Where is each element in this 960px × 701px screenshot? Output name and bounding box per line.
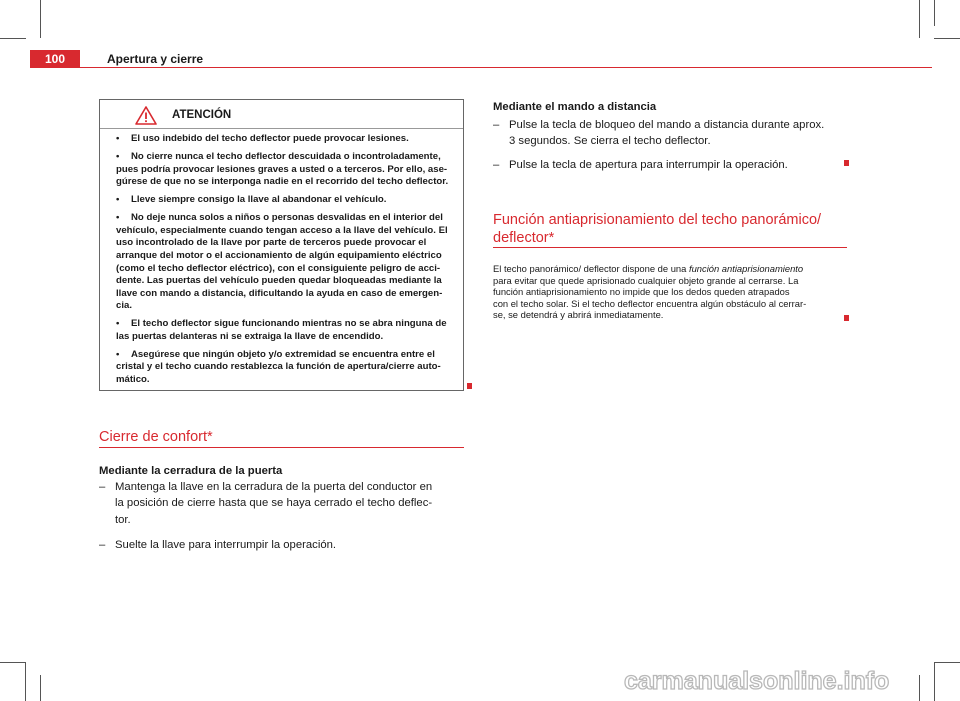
- warning-item-line: [116, 250, 454, 263]
- warning-item-line: [116, 275, 454, 288]
- crop-mark: [919, 0, 920, 38]
- step-item: [99, 479, 464, 528]
- bullet: •: [116, 150, 120, 162]
- warning-item-text: uso incontrolado de la llave por parte de terceros puede provocar el: [116, 237, 427, 249]
- warning-item-text: No cierre nunca el techo deflector descuidada o incontroladamente,: [131, 150, 441, 162]
- step-text: [115, 537, 336, 553]
- anti-trap-paragraph: [493, 263, 847, 321]
- crop-mark: [0, 38, 26, 39]
- paragraph-line: función antiaprisionamiento no impide que los dedos queden atrapados: [493, 286, 790, 298]
- warning-item-line: [116, 164, 454, 177]
- bullet: •: [116, 133, 120, 144]
- crop-mark: [934, 38, 960, 39]
- step-dash: –: [99, 539, 106, 551]
- warning-item-text: dente. Las puertas del vehículo pueden quedar bloqueadas mediante la: [116, 275, 442, 287]
- warning-item-text: llave con mando a distancia, dificultando la ayuda en caso de emergen-: [116, 287, 443, 299]
- warning-item-text: cristal y el techo cuando restablezca la función de apertura/cierre auto-: [116, 361, 441, 373]
- watermark: [620, 662, 950, 698]
- step-item: [99, 537, 464, 553]
- step-text: [115, 479, 432, 528]
- warning-item-text: El uso indebido del techo deflector puede provocar lesiones.: [131, 133, 409, 144]
- step-dash: –: [493, 159, 500, 171]
- step-line: Pulse la tecla de bloqueo del mando a distancia durante aprox.: [509, 119, 825, 131]
- warning-item-line: [116, 300, 454, 313]
- section-rule: [493, 247, 847, 248]
- step-text: [509, 117, 824, 150]
- paragraph-line: para evitar que quede aprisionado cualquier objeto grande al cerrarse. La: [493, 274, 799, 286]
- subheading-remote: Mediante el mando a distancia: [493, 101, 657, 113]
- step-dash: –: [493, 119, 500, 131]
- warning-item: [116, 194, 454, 207]
- warning-item-text: cia.: [116, 300, 133, 312]
- section-title-anti-trap-line-1: Función antiaprisionamiento del techo panorámico/: [493, 212, 822, 228]
- page-number: 100: [44, 52, 66, 66]
- bullet: •: [116, 318, 120, 330]
- step-line: Suelte la llave para interrumpir la operación.: [115, 539, 337, 551]
- warning-item-line: [116, 212, 454, 225]
- end-mark: [467, 383, 472, 389]
- warning-item-line: [116, 349, 454, 362]
- header-rule: [80, 67, 932, 68]
- warning-item-line: [116, 374, 454, 387]
- warning-item-line: [116, 361, 454, 374]
- warning-item-line: [116, 288, 454, 301]
- step-line: la posición de cierre hasta que se haya cerrado el techo deflec-: [115, 497, 433, 510]
- paragraph-lines: [493, 275, 847, 321]
- warning-triangle-icon: [135, 106, 157, 125]
- warning-item-text: vehículo, especialmente cuando tengan acceso a la llave del vehículo. El: [116, 224, 448, 236]
- step-item: [493, 157, 847, 173]
- warning-item-line: [116, 151, 454, 164]
- section-title-comfort-close: Cierre de confort*: [99, 429, 213, 445]
- warning-item: [116, 212, 454, 313]
- step-text: [509, 157, 788, 173]
- step-line: Pulse la tecla de apertura para interrumpir la operación.: [509, 159, 788, 171]
- bullet: •: [116, 194, 120, 206]
- warning-item-text: pues podría provocar lesiones graves a usted o a terceros. Por ello, ase-: [116, 163, 448, 175]
- subheading-door-lock: Mediante la cerradura de la puerta: [99, 465, 283, 477]
- step-line: tor.: [115, 513, 131, 526]
- warning-title: ATENCIÓN: [172, 109, 232, 121]
- warning-item: [116, 349, 454, 387]
- warning-item-line: [116, 237, 454, 250]
- end-mark: [844, 160, 849, 166]
- end-mark: [844, 315, 849, 321]
- crop-mark: [40, 675, 41, 701]
- section-title-anti-trap-line-2: deflector*: [493, 230, 555, 246]
- warning-item-text: (como el techo deflector eléctrico), con el consiguiente peligro de acci-: [116, 262, 441, 274]
- paragraph-lead: El techo panorámico/ deflector dispone de una: [493, 263, 689, 274]
- warning-item-line: [116, 194, 454, 207]
- bullet: •: [116, 212, 120, 224]
- warning-item-text: gúrese de que no se interponga nadie en el recorrido del techo deflector.: [116, 176, 449, 188]
- warning-item-line: [116, 331, 454, 344]
- warning-list: [116, 133, 454, 392]
- warning-item: [116, 151, 454, 189]
- warning-item-text: Asegúrese que ningún objeto y/o extremidad se encuentra entre el: [131, 348, 435, 360]
- warning-item-text: El techo deflector sigue funcionando mientras no se abra ninguna de: [131, 318, 447, 330]
- section-rule: [99, 447, 464, 448]
- paragraph-line: se, se detendrá y abrirá inmediatamente.: [493, 309, 664, 321]
- paragraph-emphasis: función antiaprisionamiento: [688, 263, 804, 274]
- step-line: Mantenga la llave en la cerradura de la puerta del conductor en: [115, 481, 433, 493]
- bullet: •: [116, 348, 120, 360]
- warning-item-text: No deje nunca solos a niños o personas desvalidas en el interior del: [131, 212, 443, 224]
- warning-item-line: [116, 133, 454, 146]
- warning-item-line: [116, 225, 454, 238]
- warning-item: [116, 318, 454, 343]
- warning-item: [116, 133, 454, 146]
- warning-item-line: [116, 263, 454, 276]
- header-title: Apertura y cierre: [107, 52, 204, 66]
- svg-text:carmanualsonline.info: carmanualsonline.info: [624, 667, 890, 695]
- warning-item-line: [116, 318, 454, 331]
- warning-item-text: las puertas delanteras ni se extraiga la llave de encendido.: [116, 330, 384, 342]
- crop-mark: [40, 0, 41, 38]
- warning-item-text: arranque del motor o el accionamiento de algún equipamiento eléctrico: [116, 249, 442, 261]
- crop-mark: [934, 0, 935, 26]
- step-line: 3 segundos. Se cierra el techo deflector.: [509, 135, 711, 148]
- crop-mark: [0, 662, 26, 663]
- crop-mark: [25, 662, 26, 701]
- step-item: [493, 117, 847, 150]
- warning-item-text: mático.: [116, 374, 150, 386]
- paragraph-line: con el techo solar. Si el techo deflector encuentra algún obstáculo al cerrar-: [493, 297, 807, 309]
- paragraph-line: [493, 263, 847, 275]
- step-dash: –: [99, 481, 106, 493]
- warning-item-text: Lleve siempre consigo la llave al abandonar el vehículo.: [131, 194, 387, 206]
- warning-item-line: [116, 176, 454, 189]
